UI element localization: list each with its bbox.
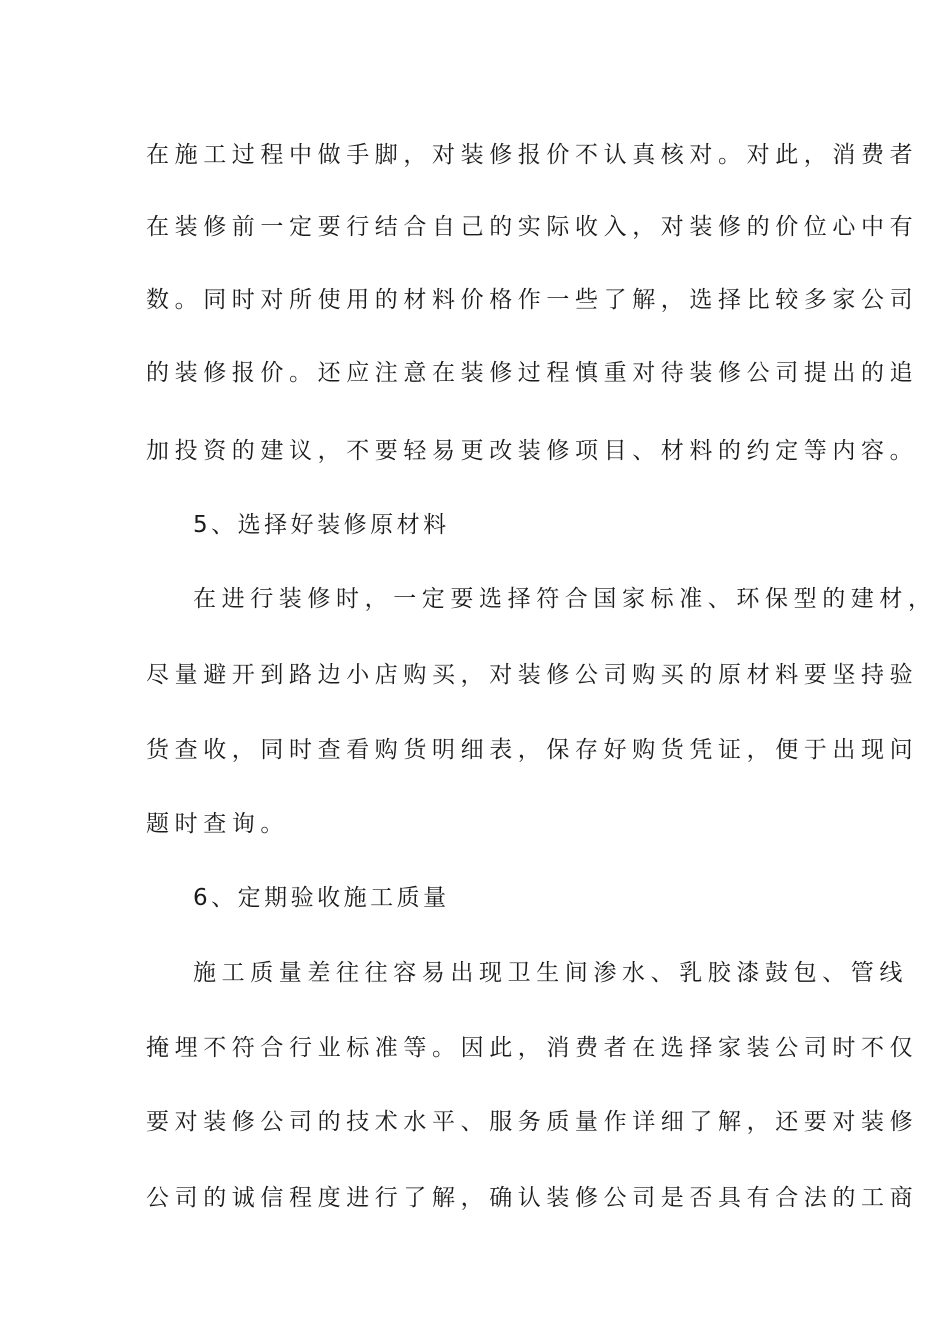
paragraph-line: 的装修报价。还应注意在装修过程慎重对待装修公司提出的追	[146, 360, 919, 386]
paragraph-line: 尽量避开到路边小店购买，对装修公司购买的原材料要坚持验	[146, 662, 919, 688]
paragraph-line: 题时查询。	[146, 811, 289, 837]
paragraph-line: 货查收，同时查看购货明细表，保存好购货凭证，便于出现问	[146, 737, 919, 763]
section-heading: 6、定期验收施工质量	[193, 885, 450, 911]
paragraph-line: 在进行装修时，一定要选择符合国家标准、环保型的建材，	[193, 586, 937, 612]
paragraph-line: 施工质量差往往容易出现卫生间渗水、乳胶漆鼓包、管线	[193, 960, 908, 986]
paragraph-line: 在施工过程中做手脚，对装修报价不认真核对。对此，消费者	[146, 142, 919, 168]
paragraph-line: 公司的诚信程度进行了解，确认装修公司是否具有合法的工商	[146, 1185, 919, 1211]
paragraph-line: 加投资的建议，不要轻易更改装修项目、材料的约定等内容。	[146, 438, 919, 464]
paragraph-line: 数。同时对所使用的材料价格作一些了解，选择比较多家公司	[146, 287, 919, 313]
paragraph-line: 要对装修公司的技术水平、服务质量作详细了解，还要对装修	[146, 1109, 919, 1135]
paragraph-line: 掩埋不符合行业标准等。因此，消费者在选择家装公司时不仅	[146, 1035, 919, 1061]
paragraph-line: 在装修前一定要行结合自己的实际收入，对装修的价位心中有	[146, 214, 919, 240]
section-heading: 5、选择好装修原材料	[193, 512, 450, 538]
